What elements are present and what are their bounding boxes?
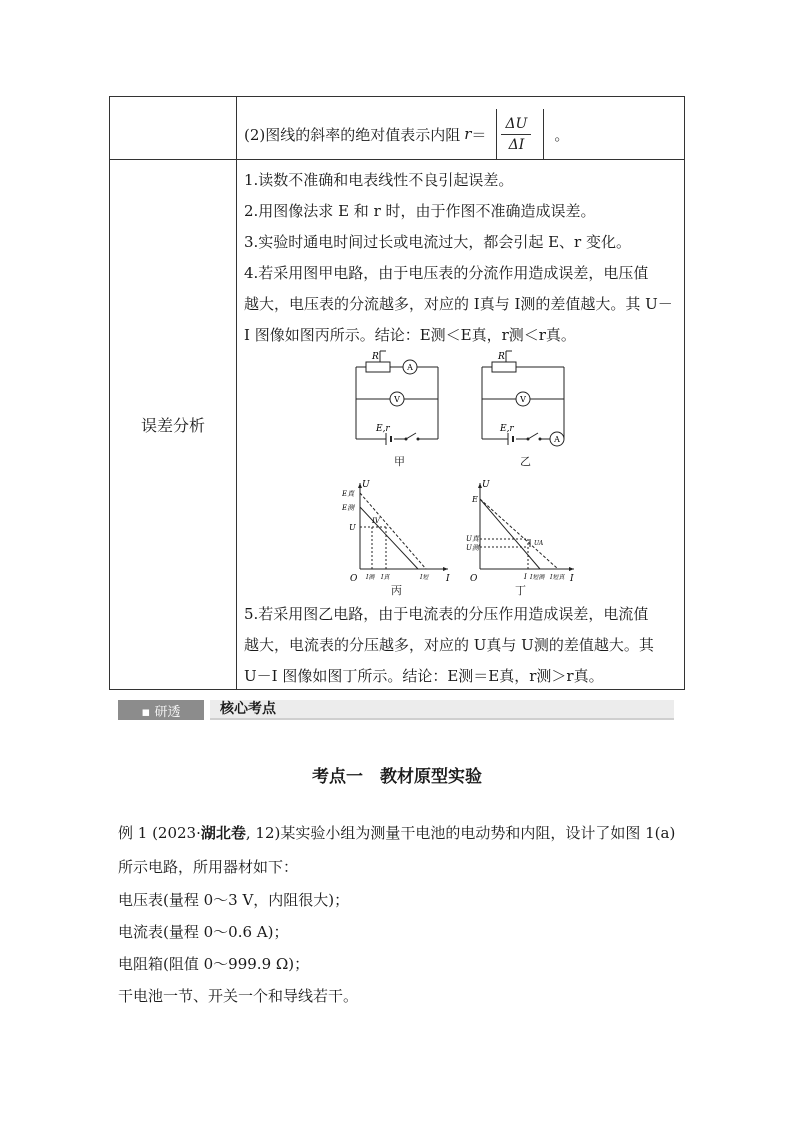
analysis-table xyxy=(109,96,685,690)
jia-R-label: R xyxy=(372,352,379,362)
yi-source-label: E,r xyxy=(500,424,514,434)
banner-tag: ▪ 研透 xyxy=(118,700,204,720)
section-banner xyxy=(118,700,674,720)
slope-statement xyxy=(244,109,569,159)
error-analysis-label: 误差分析 xyxy=(140,416,205,435)
abs-bar-right xyxy=(543,109,544,159)
graph-bing xyxy=(342,477,452,587)
example-line-2: 所示电路，所用器材如下： xyxy=(118,858,299,876)
example-line-1 xyxy=(118,822,675,843)
equals-sign: ＝ xyxy=(471,125,487,144)
slope-period: 。 xyxy=(554,125,570,144)
error-line-4a: 4.若采用图甲电路，由于电压表的分流作用造成误差，电压值 xyxy=(244,264,649,282)
error-line-4c: I 图像如图丙所示。结论：E测＜E真，r测＜r真。 xyxy=(244,326,576,344)
bing-I-true: I真 xyxy=(381,574,390,581)
bing-I-axis: I xyxy=(446,574,450,584)
bing-U-label: U xyxy=(349,523,356,532)
yi-voltmeter-label: V xyxy=(520,395,526,404)
error-line-5b: 越大，电流表的分压越多，对应的 U真与 U测的差值越大。其 xyxy=(244,636,654,654)
ding-E-label: E xyxy=(472,495,478,504)
error-line-5a: 5.若采用图乙电路，由于电流表的分压作用造成误差，电流值 xyxy=(244,605,649,623)
example-line-3: 电压表(量程 0～3 V，内阻很大)； xyxy=(118,891,350,909)
ding-U-axis: U xyxy=(482,480,490,490)
bing-origin: O xyxy=(350,574,358,584)
bing-E-true: E真 xyxy=(342,490,355,498)
banner-title: 核心考点 xyxy=(210,700,674,720)
table-column-divider xyxy=(236,97,237,689)
section-heading: 考点一 教材原型实验 xyxy=(312,767,482,787)
error-line-2: 2.用图像法求 E 和 r 时，由于作图不准确造成误差。 xyxy=(244,202,596,220)
jia-voltmeter-label: V xyxy=(394,395,400,404)
yi-ammeter-label: A xyxy=(554,435,560,444)
r-symbol: r xyxy=(464,125,472,143)
ding-I-short-meas: I短测 xyxy=(530,574,545,581)
ding-origin: O xyxy=(470,574,478,584)
jia-ammeter-label: A xyxy=(407,363,413,372)
ding-I-axis: I xyxy=(570,574,574,584)
graph-ding xyxy=(466,477,578,587)
example-source: 湖北卷 xyxy=(200,824,246,842)
fraction-denominator: ΔI xyxy=(508,136,525,153)
abs-fraction xyxy=(492,109,548,159)
ding-caption: 丁 xyxy=(515,584,526,597)
abs-bar-left xyxy=(496,109,497,159)
error-line-1: 1.读数不准确和电表线性不良引起误差。 xyxy=(244,171,514,189)
ding-U-meas: U测 xyxy=(466,544,479,552)
error-line-5c: U－I 图像如图丁所示。结论：E测＝E真，r测＞r真。 xyxy=(244,667,604,685)
yi-caption: 乙 xyxy=(520,455,531,468)
example-line-6: 干电池一节、开关一个和导线若干。 xyxy=(118,987,359,1005)
yi-R-label: R xyxy=(498,352,505,362)
delta-fraction xyxy=(501,116,531,153)
bing-E-meas: E测 xyxy=(342,504,355,512)
bing-U-axis: U xyxy=(362,480,370,490)
circuit-yi-diagram xyxy=(472,347,572,447)
example-rest: , 12)某实验小组为测量干电池的电动势和内阻，设计了如图 1(a) xyxy=(245,824,676,842)
jia-caption: 甲 xyxy=(394,455,405,468)
error-line-4b: 越大，电压表的分流越多，对应的 I真与 I测的差值越大。其 U－ xyxy=(244,295,673,313)
ding-I-label: I xyxy=(524,573,527,581)
example-prefix: 例 1 (2023· xyxy=(118,824,201,842)
ding-I-short-true: I短真 xyxy=(550,574,565,581)
jia-source-label: E,r xyxy=(376,424,390,434)
bing-IV-label: IV xyxy=(372,517,380,525)
fraction-numerator: ΔU xyxy=(501,116,531,135)
ding-U-true: U真 xyxy=(466,535,479,543)
bing-caption: 丙 xyxy=(391,584,402,597)
example-line-5: 电阻箱(阻值 0～999.9 Ω)； xyxy=(118,955,310,973)
example-line-4: 电流表(量程 0～0.6 A)； xyxy=(118,923,289,941)
slope-text: (2)图线的斜率的绝对值表示内阻 xyxy=(244,125,461,144)
error-line-3: 3.实验时通电时间过长或电流过大，都会引起 E、r 变化。 xyxy=(244,233,631,251)
ding-UA-label: UA xyxy=(534,540,544,547)
bing-I-meas: I测 xyxy=(366,574,375,581)
circuit-jia-diagram xyxy=(346,347,446,447)
bing-I-short: I短 xyxy=(420,574,429,581)
